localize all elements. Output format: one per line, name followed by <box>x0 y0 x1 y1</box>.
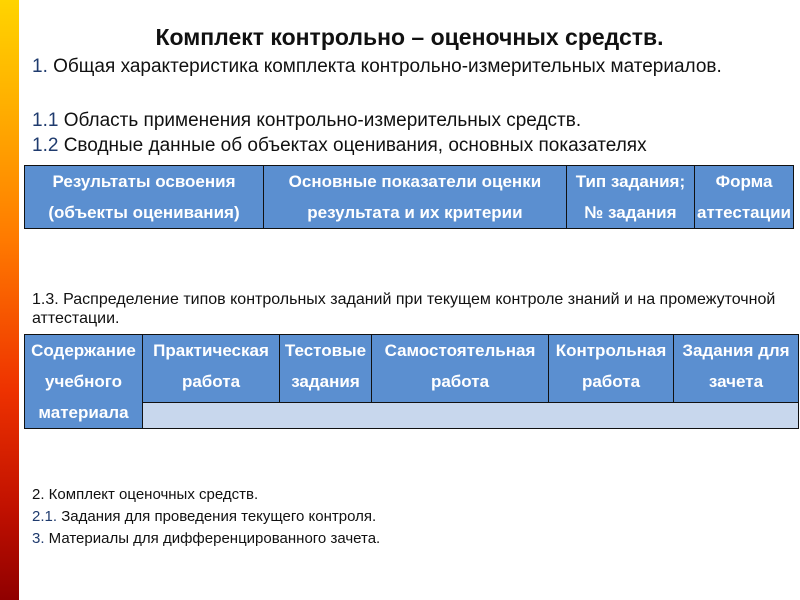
paragraph-3-number: 3. <box>32 530 45 547</box>
paragraph-2-1-number: 2.1. <box>32 508 58 525</box>
paragraph-3-text: Материалы для дифференцированного зачета. <box>44 530 381 547</box>
distribution-header-independent: Самостоятельная работа <box>372 335 549 403</box>
summary-header-attestation-form: Форма аттестации <box>695 166 794 229</box>
distribution-header-practical: Практическая работа <box>143 335 280 403</box>
decorative-gradient-bar <box>0 0 19 600</box>
paragraph-1-number: 1. <box>32 56 48 77</box>
distribution-header-control: Контрольная работа <box>549 335 674 403</box>
distribution-header-content: Содержание учебного материала <box>25 335 143 429</box>
summary-header-task-type: Тип задания; № задания <box>566 166 694 229</box>
paragraph-1-2-number: 1.2 <box>32 135 59 156</box>
summary-header-indicators: Основные показатели оценки результата и их критерии <box>264 166 567 229</box>
paragraph-1 <box>32 55 732 78</box>
distribution-empty-cell <box>143 403 799 429</box>
paragraph-1-1-text: Область применения контрольно-измерительных средств. <box>58 110 582 131</box>
paragraph-2-1-text: Задания для проведения текущего контроля. <box>57 508 377 525</box>
paragraph-1-2 <box>32 134 792 157</box>
paragraph-1-1-number: 1.1 <box>32 110 59 131</box>
paragraph-1-2-text: Сводные данные об объектах оценивания, основных показателях <box>58 135 647 156</box>
distribution-table-header-row <box>25 335 799 403</box>
distribution-header-credit: Задания для зачета <box>674 335 799 403</box>
distribution-table <box>24 334 799 429</box>
paragraph-2-1 <box>32 506 732 528</box>
paragraph-1-text: Общая характеристика комплекта контрольно-измерительных материалов. <box>47 56 722 77</box>
paragraph-2: 2. Комплект оценочных средств. <box>32 486 259 503</box>
paragraph-3 <box>32 528 732 550</box>
distribution-header-tests: Тестовые задания <box>280 335 372 403</box>
summary-table-header-row <box>25 166 794 229</box>
paragraph-1-3: 1.3. Распределение типов контрольных заданий при текущем контроле знаний и на промежуточной аттестации. <box>32 291 776 327</box>
paragraph-1-1 <box>32 109 792 132</box>
summary-table <box>24 165 794 229</box>
summary-header-results: Результаты освоения (объекты оценивания) <box>25 166 264 229</box>
slide-title: Комплект контрольно – оценочных средств. <box>155 24 664 50</box>
